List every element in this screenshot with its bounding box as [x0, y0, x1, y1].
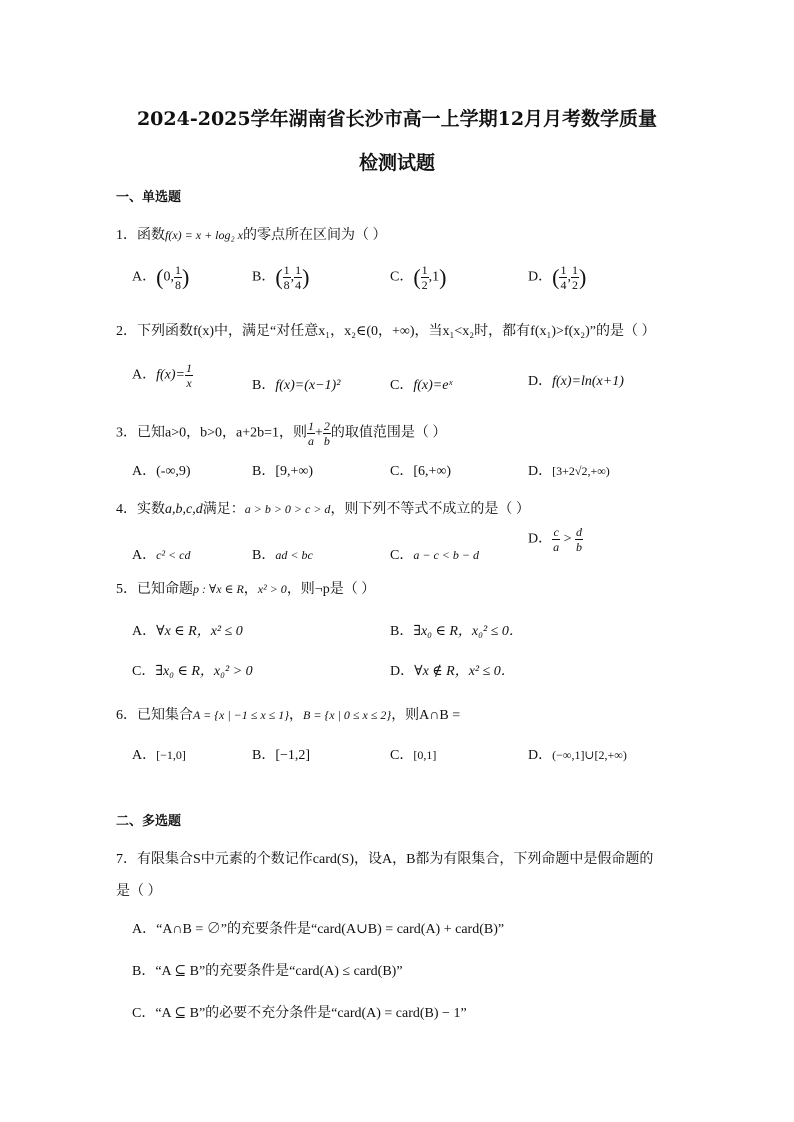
question-5: 5．已知命题p : ∀x ∈ R，x² > 0，则¬p是（ ） — [116, 582, 376, 597]
option-c[interactable]: C．∃x₀ ∈ R，x₀² > 0 — [132, 664, 253, 679]
option-c[interactable]: C．a − c < b − d — [390, 548, 479, 563]
section-heading-multiple-choice: 二、多选题 — [116, 814, 182, 829]
question-1: 1．函数f(x) = x + log₂ x的零点所在区间为（ ） — [116, 228, 387, 243]
option-d[interactable]: D．[3+2√2,+∞) — [528, 464, 610, 479]
option-c[interactable]: C．[6,+∞) — [390, 464, 452, 479]
option-b[interactable]: B．“A ⊆ B”的充要条件是“card(A) ≤ card(B)” — [132, 964, 403, 979]
option-a[interactable]: A．(-∞,9) — [132, 464, 191, 479]
page-title-line2: 检测试题 — [358, 152, 435, 174]
option-c[interactable]: C．f(x)=eˣ — [390, 378, 453, 393]
option-c[interactable]: C．( $\frac{1}{2}$ ,1) — [390, 263, 447, 292]
option-a[interactable]: A．“A∩B = ∅”的充要条件是“card(A∪B) = card(A) + card(B)” — [132, 922, 505, 937]
option-d[interactable]: D．f(x)=ln(x+1) — [528, 374, 624, 389]
option-a[interactable]: A．f(x)= $\frac{1}{x}$ — [132, 361, 192, 390]
formula: f(x) = x + log₂ x — [165, 228, 244, 242]
option-a[interactable]: A．[−1,0] — [132, 748, 186, 763]
option-b[interactable]: B．ad < bc — [252, 548, 313, 563]
question-7: 7．有限集合S中元素的个数记作card(S)，设A，B都为有限集合，下列命题中是假命题的 — [116, 852, 654, 867]
option-d[interactable]: D．∀x ∉ R，x² ≤ 0． — [390, 664, 515, 679]
option-d[interactable]: D．(−∞,1]∪[2,+∞) — [528, 748, 627, 763]
section-heading-single-choice: 一、单选题 — [116, 190, 182, 205]
option-a[interactable]: A．∀x ∈ R，x² ≤ 0 — [132, 624, 243, 639]
question-number: 1． — [116, 228, 137, 243]
question-4: 4．实数a,b,c,d满足：a > b > 0 > c > d，则下列不等式不成立的是（ ） — [116, 502, 530, 517]
option-b[interactable]: B．[9,+∞) — [252, 464, 314, 479]
option-a[interactable]: A．(0, $\frac{1}{8}$ ) — [132, 263, 190, 292]
question-6: 6．已知集合A = {x | −1 ≤ x ≤ 1}，B = {x | 0 ≤ x ≤ 2}，则A∩B = — [116, 708, 461, 723]
option-b[interactable]: B．( $\frac{1}{8}$ , $\frac{1}{4}$ ) — [252, 263, 310, 292]
page-title: 2024-2025学年湖南省长沙市高一上学期12月月考数学质量 — [136, 108, 658, 130]
option-c[interactable]: C．[0,1] — [390, 748, 437, 763]
question-3: 3．已知a>0，b>0，a+2b=1，则 $\frac{1}{a}$ + $\frac{2}{b}$ 的取值范围是（ ） — [116, 419, 447, 448]
option-c[interactable]: C．“A ⊆ B”的必要不充分条件是“card(A) = card(B) − 1” — [132, 1006, 467, 1021]
option-b[interactable]: B．f(x)=(x−1)² — [252, 378, 341, 393]
option-d[interactable]: D． $\frac{c}{a}$ > $\frac{d}{b}$ — [528, 525, 583, 554]
option-a[interactable]: A．c² < cd — [132, 548, 191, 563]
option-d[interactable]: D．( $\frac{1}{4}$ , $\frac{1}{2}$ ) — [528, 263, 587, 292]
option-b[interactable]: B．∃x₀ ∈ R，x₀² ≤ 0． — [390, 624, 523, 639]
question-7-line2: 是（ ） — [116, 884, 162, 899]
option-b[interactable]: B．[−1,2] — [252, 748, 311, 763]
question-2: 2．下列函数f(x)中，满足“对任意x₁，x₂∈(0，+∞)，当x₁<x₂时，都有f(x₁)>f(x₂)”的是（ ） — [116, 324, 656, 339]
